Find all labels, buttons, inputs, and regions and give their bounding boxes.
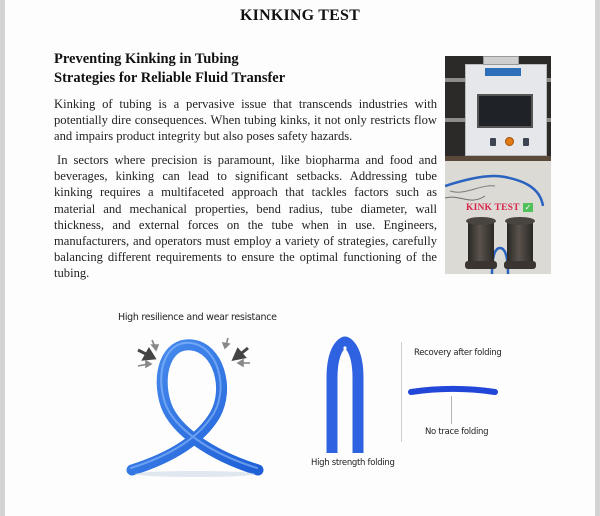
recovery-label: Recovery after folding: [414, 348, 502, 358]
strength-label: High strength folding: [311, 458, 395, 468]
body-paragraph-2: In sectors where precision is paramount, like biopharma and food and beverages, kinking can lead to significant setbacks. Addressing tube kinking requires a multifaceted approach that tackles factors such as material and mechanical properties, bend radius, tube diameter, wall thickness, and external forces on the tube when in use. Engineers, manufacturers, and operators must employ a variety of strategies, carefully balancing different requirements to ensure the optimal functioning of the tubing.: [54, 153, 437, 281]
mandrel-right: [507, 219, 533, 267]
recovered-tube-illustration: [408, 384, 498, 400]
folded-tube-illustration: [325, 338, 365, 453]
page-title: KINKING TEST: [240, 7, 360, 24]
arrow-icon: [138, 338, 250, 367]
body-paragraph-1: Kinking of tubing is a pervasive issue that transcends industries with potentially dire consequences. When tubing kinks, it not only restricts flow and impairs product integrity but also poses safety hazards.: [54, 97, 437, 144]
compression-arrows: [120, 330, 280, 390]
mandrel-cap: [466, 217, 496, 225]
mandrel-base: [465, 261, 497, 269]
resilience-label: High resilience and wear resistance: [118, 312, 277, 323]
illustration-divider: [401, 342, 402, 442]
kink-test-label: KINK TEST: [466, 203, 520, 213]
blue-tubing-photo: [445, 56, 551, 274]
mandrel-cap: [505, 217, 535, 225]
section-heading: Preventing Kinking in Tubing: [54, 51, 239, 67]
page-edge-right: [595, 0, 600, 516]
no-trace-label: No trace folding: [425, 427, 489, 437]
section-subheading: Strategies for Reliable Fluid Transfer: [54, 70, 286, 86]
arrow-icon: [138, 348, 248, 359]
callout-line: [451, 396, 452, 424]
mandrel-left: [468, 219, 494, 267]
mandrel-base: [504, 261, 536, 269]
kink-test-machine-photo: [445, 56, 551, 274]
checkmark-icon: ✓: [524, 203, 532, 212]
